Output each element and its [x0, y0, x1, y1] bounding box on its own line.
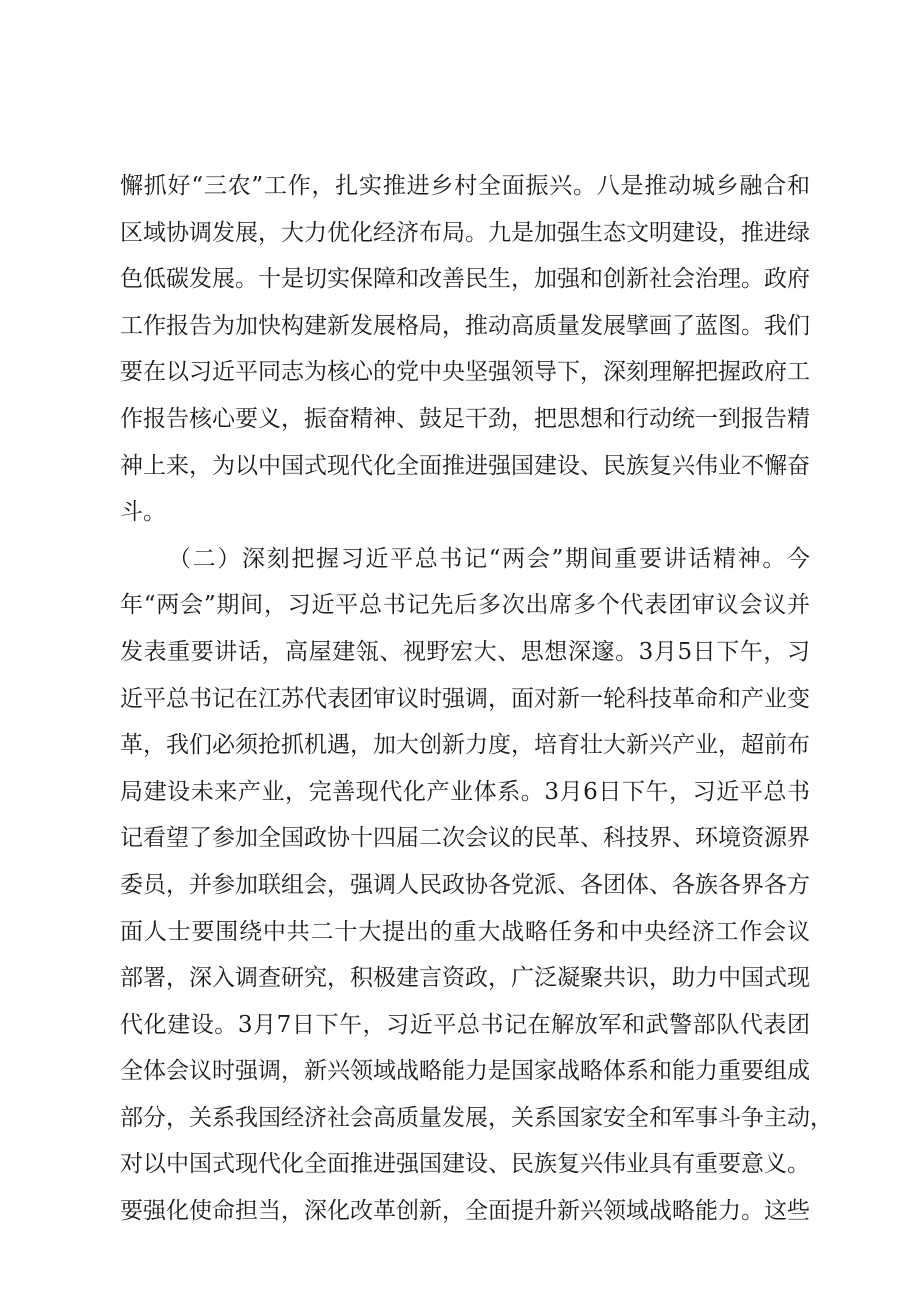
document-body — [120, 163, 833, 1235]
paragraph-1-line-6: 作报告核心要义，振奋精神、鼓足干劲，把思想和行动统一到报告精 — [120, 405, 810, 432]
paragraph-2-line-3: 发表重要讲话，高屋建瓴、视野宏大、思想深邃。3月5日下午，习 — [120, 638, 810, 665]
paragraph-1-line-3: 色低碳发展。十是切实保障和改善民生，加强和创新社会治理。政府 — [120, 266, 810, 293]
paragraph-1-line-1: 懈抓好“三农”工作，扎实推进乡村全面振兴。八是推动城乡融合和 — [120, 173, 810, 199]
paragraph-2-line-2: 年“两会”期间，习近平总书记先后多次出席多个代表团审议会议并 — [120, 592, 810, 619]
paragraph-2-line-8: 委员，并参加联组会，强调人民政协各党派、各团体、各族各界各方 — [120, 871, 810, 898]
paragraph-2-line-4: 近平总书记在江苏代表团审议时强调，面对新一轮科技革命和产业变 — [120, 685, 810, 712]
paragraph-2-line-7: 记看望了参加全国政协十四届二次会议的民革、科技界、环境资源界 — [120, 825, 810, 852]
paragraph-2-line-9: 面人士要围绕中共二十大提出的重大战略任务和中央经济工作会议 — [120, 918, 810, 945]
paragraph-1-line-7: 神上来，为以中国式现代化全面推进强国建设、民族复兴伟业不懈奋 — [120, 452, 810, 479]
paragraph-1-line-5: 要在以习近平同志为核心的党中央坚强领导下，深刻理解把握政府工 — [120, 359, 810, 386]
paragraph-1-line-8: 斗。 — [120, 499, 166, 526]
paragraph-2-line-6: 局建设未来产业，完善现代化产业体系。3月6日下午，习近平总书 — [120, 778, 810, 805]
paragraph-2-line-13: 部分，关系我国经济社会高质量发展，关系国家安全和军事斗争主动， — [120, 1104, 833, 1131]
paragraph-2-line-10: 部署，深入调查研究，积极建言资政，广泛凝聚共识，助力中国式现 — [120, 965, 810, 992]
paragraph-1-line-2: 区域协调发展，大力优化经济布局。九是加强生态文明建设，推进绿 — [120, 219, 810, 246]
paragraph-2-line-11: 代化建设。3月7日下午，习近平总书记在解放军和武警部队代表团 — [120, 1011, 810, 1038]
paragraph-2-line-14: 对以中国式现代化全面推进强国建设、民族复兴伟业具有重要意义。 — [120, 1151, 810, 1178]
paragraph-1-line-4: 工作报告为加快构建新发展格局，推动高质量发展擘画了蓝图。我们 — [120, 312, 810, 339]
paragraph-2-line-12: 全体会议时强调，新兴领域战略能力是国家战略体系和能力重要组成 — [120, 1058, 810, 1085]
paragraph-2-line-5: 革，我们必须抢抓机遇，加大创新力度，培育壮大新兴产业，超前布 — [120, 732, 810, 759]
paragraph-2-line-1: （二）深刻把握习近平总书记“两会”期间重要讲话精神。今 — [168, 545, 810, 572]
paragraph-2-line-15: 要强化使命担当，深化改革创新，全面提升新兴领域战略能力。这些 — [120, 1198, 810, 1225]
